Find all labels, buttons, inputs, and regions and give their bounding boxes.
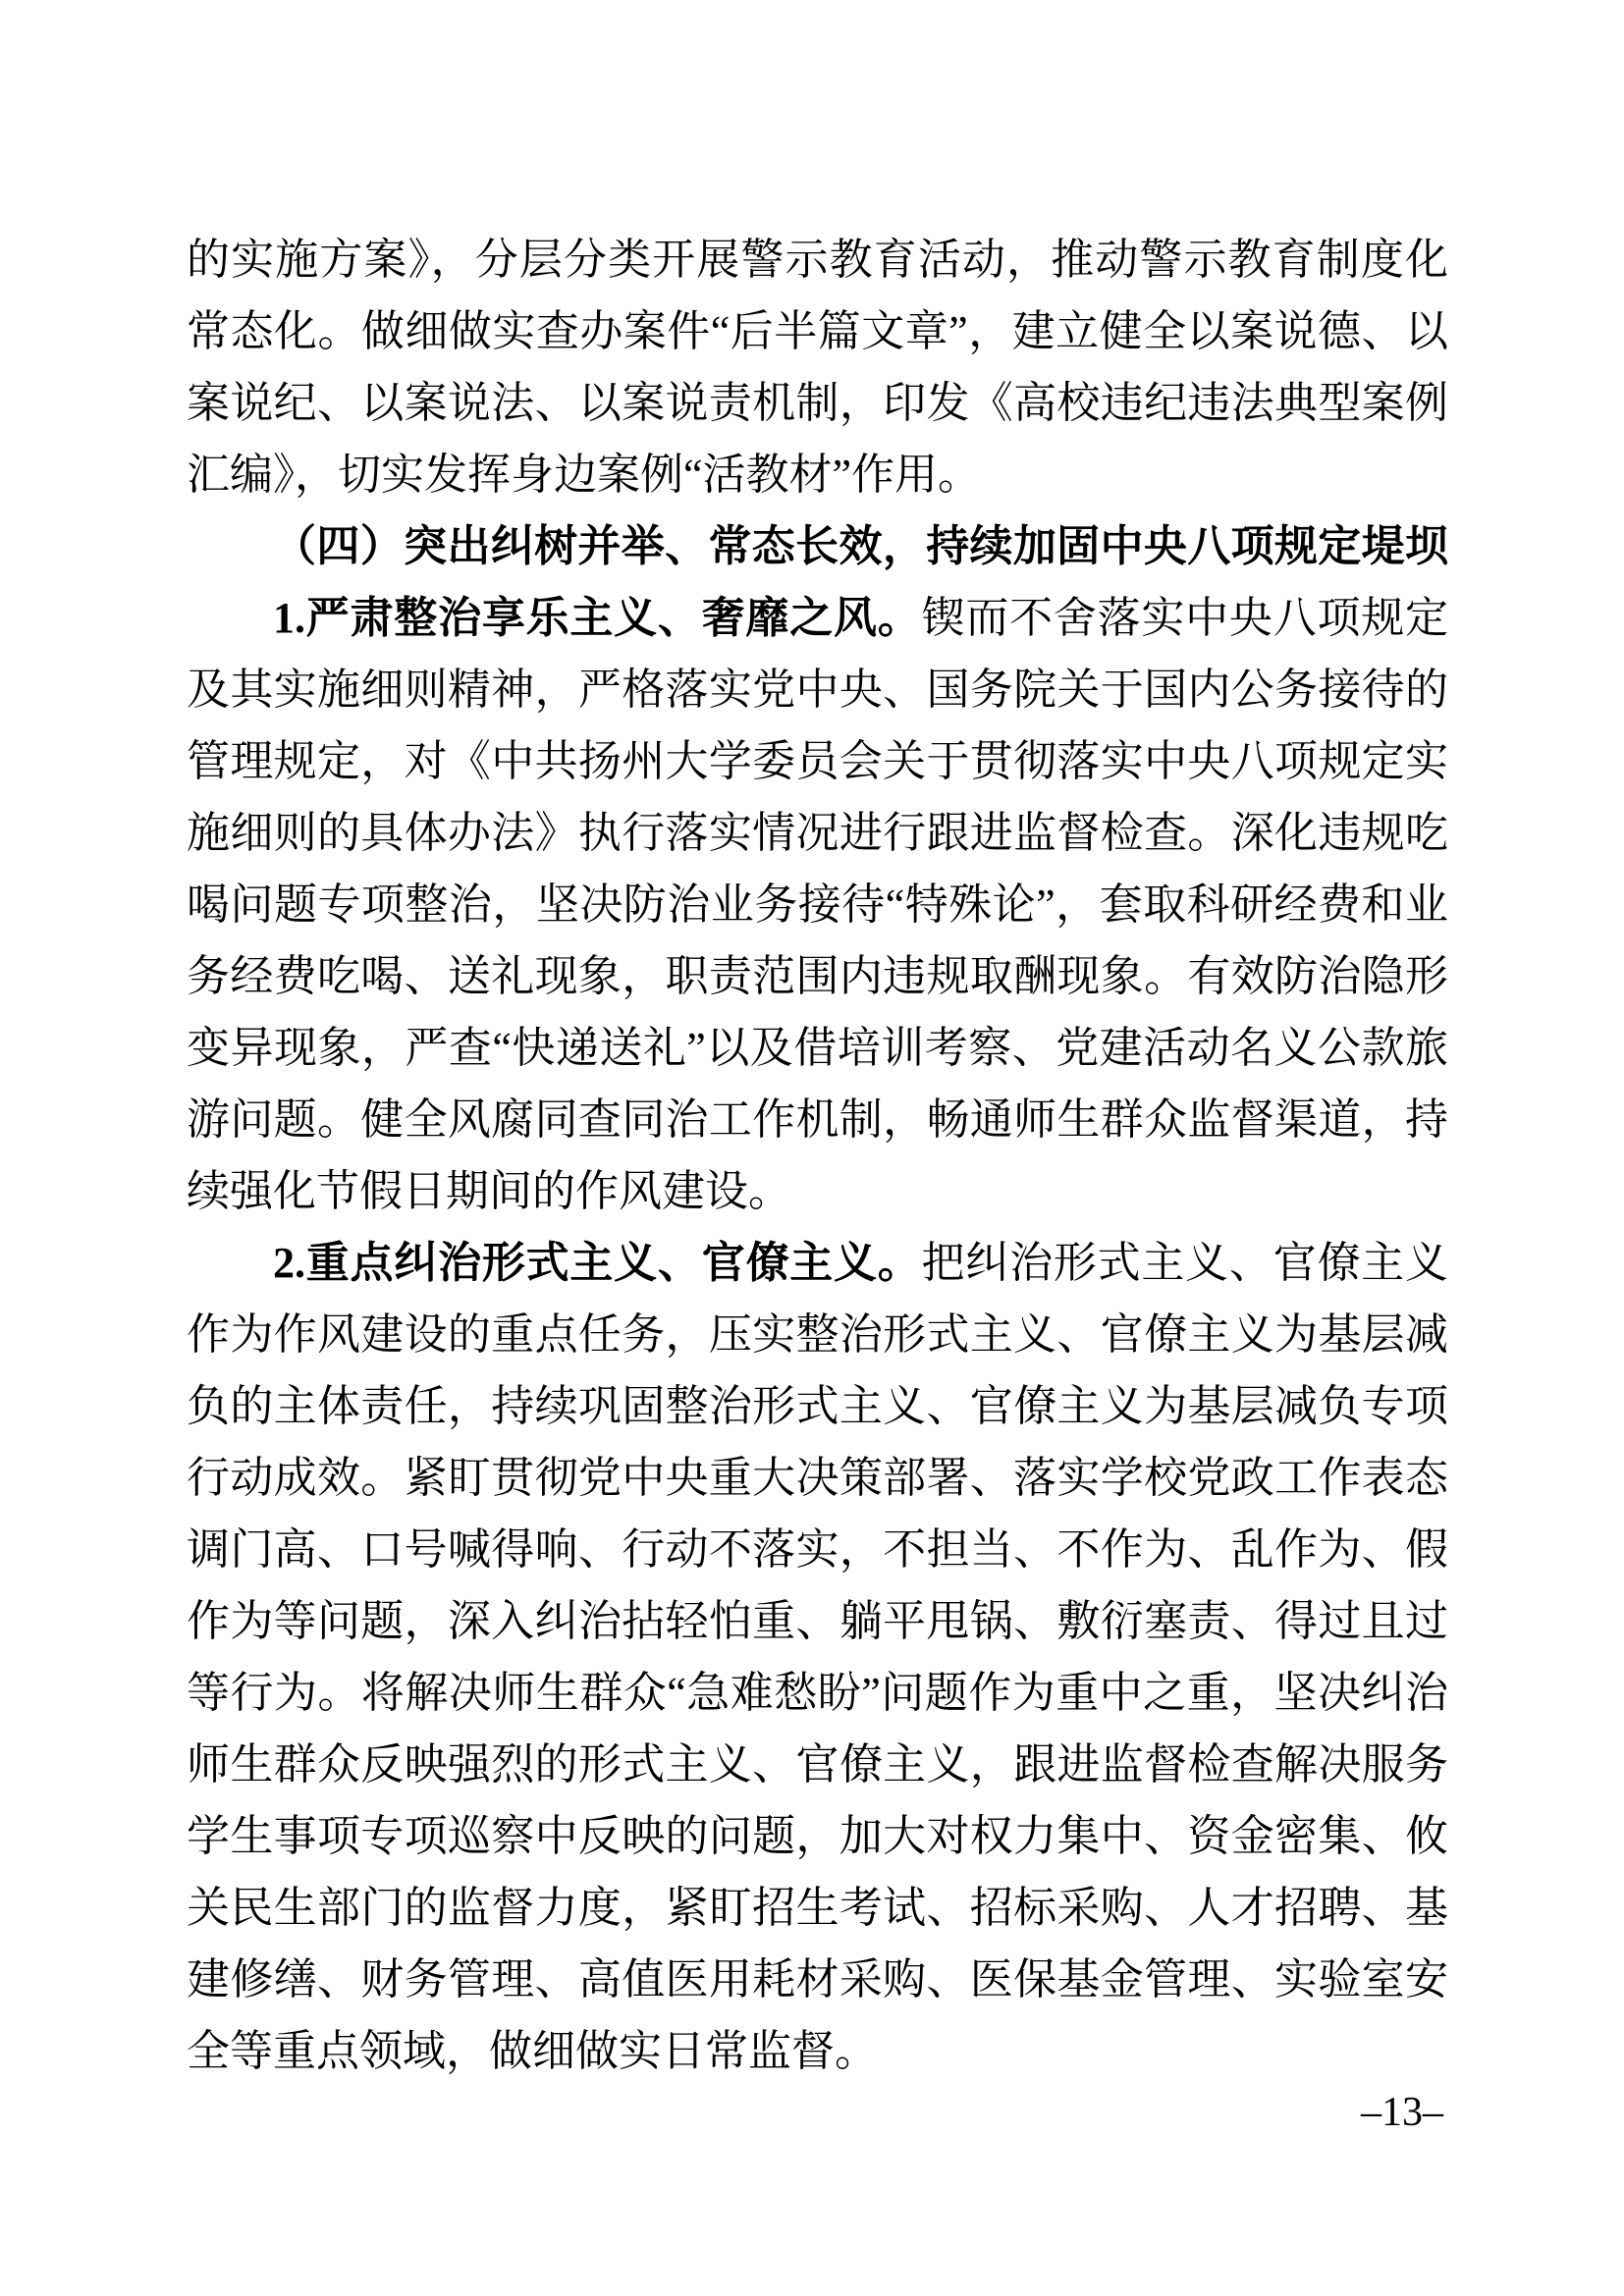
text-line xyxy=(187,367,1448,439)
emphasis-text: （四）突出纠树并举、常态长效，持续加固中央八项规定堤坝 xyxy=(273,522,1448,570)
body-text: 游问题。健全风腐同查同治工作机制，畅通师生群众监督渠道，持 xyxy=(187,1095,1448,1144)
body-text: 续强化节假日期间的作风建设。 xyxy=(187,1167,791,1215)
text-line xyxy=(187,1012,1448,1084)
emphasis-text: 2.重点纠治形式主义、官僚主义。 xyxy=(273,1239,922,1287)
text-line xyxy=(187,1514,1448,1585)
text-line xyxy=(187,1370,1448,1442)
para-item-2 xyxy=(187,1227,1448,2087)
text-line xyxy=(187,1227,1448,1299)
emphasis-text: 1.严肃整治享乐主义、奢靡之风。 xyxy=(273,594,922,642)
text-line xyxy=(187,1084,1448,1155)
body-text: 调门高、口号喊得响、行动不落实，不担当、不作为、乱作为、假 xyxy=(187,1525,1448,1574)
body-text: 学生事项专项巡察中反映的问题，加大对权力集中、资金密集、攸 xyxy=(187,1812,1448,1860)
body-text: 建修缮、财务管理、高值医用耗材采购、医保基金管理、实验室安 xyxy=(187,1955,1448,2003)
body-text: 汇编》，切实发挥身边案例“活教材”作用。 xyxy=(187,451,982,499)
text-line xyxy=(187,582,1448,654)
text-line xyxy=(187,295,1448,367)
body-text: 作为等问题，深入纠治拈轻怕重、躺平甩锅、敷衍塞责、得过且过 xyxy=(187,1597,1448,1645)
body-text: 及其实施细则精神，严格落实党中央、国务院关于国内公务接待的 xyxy=(187,666,1448,714)
body-text: 的实施方案》，分层分类开展警示教育活动，推动警示教育制度化 xyxy=(187,236,1448,284)
text-line xyxy=(187,725,1448,797)
body-text: 变异现象，严查“快递送礼”以及借培训考察、党建活动名义公款旅 xyxy=(187,1024,1448,1072)
body-text: 等行为。将解决师生群众“急难愁盼”问题作为重中之重，坚决纠治 xyxy=(187,1669,1448,1717)
body-text: 案说纪、以案说法、以案说责机制，印发《高校违纪违法典型案例 xyxy=(187,379,1448,427)
body-text: 负的主体责任，持续巩固整治形式主义、官僚主义为基层减负专项 xyxy=(187,1382,1448,1430)
text-line xyxy=(187,1800,1448,1872)
para-continuation xyxy=(187,224,1448,510)
body-text: 关民生部门的监督力度，紧盯招生考试、招标采购、人才招聘、基 xyxy=(187,1884,1448,1932)
heading-section-4 xyxy=(187,510,1448,582)
para-item-1 xyxy=(187,582,1448,1227)
text-line xyxy=(187,1155,1448,1227)
text-line xyxy=(187,654,1448,725)
text-line xyxy=(187,940,1448,1012)
body-text: 常态化。做细做实查办案件“后半篇文章”，建立健全以案说德、以 xyxy=(187,307,1448,355)
body-text: 全等重点领域，做细做实日常监督。 xyxy=(187,2027,878,2075)
text-line xyxy=(187,869,1448,940)
body-text: 施细则的具体办法》执行落实情况进行跟进监督检查。深化违规吃 xyxy=(187,809,1448,857)
text-line xyxy=(187,510,1448,582)
text-line xyxy=(187,1872,1448,1944)
body-text: 锲而不舍落实中央八项规定 xyxy=(921,594,1448,642)
body-text: 师生群众反映强烈的形式主义、官僚主义，跟进监督检查解决服务 xyxy=(187,1740,1448,1789)
page-number: –13– xyxy=(1361,2090,1443,2135)
text-line xyxy=(187,1299,1448,1370)
text-line xyxy=(187,1585,1448,1657)
text-line xyxy=(187,224,1448,295)
text-line xyxy=(187,1442,1448,1514)
text-line xyxy=(187,1729,1448,1800)
body-text: 行动成效。紧盯贯彻党中央重大决策部署、落实学校党政工作表态 xyxy=(187,1454,1448,1502)
document-body xyxy=(187,224,1448,2087)
body-text: 喝问题专项整治，坚决防治业务接待“特殊论”，套取科研经费和业 xyxy=(187,881,1448,929)
text-line xyxy=(187,439,1448,510)
body-text: 把纠治形式主义、官僚主义 xyxy=(921,1239,1448,1287)
text-line xyxy=(187,2015,1448,2087)
body-text: 管理规定，对《中共扬州大学委员会关于贯彻落实中央八项规定实 xyxy=(187,737,1448,785)
body-text: 务经费吃喝、送礼现象，职责范围内违规取酬现象。有效防治隐形 xyxy=(187,952,1448,1000)
text-line xyxy=(187,797,1448,869)
text-line xyxy=(187,1657,1448,1729)
text-line xyxy=(187,1944,1448,2015)
body-text: 作为作风建设的重点任务，压实整治形式主义、官僚主义为基层减 xyxy=(187,1310,1448,1359)
